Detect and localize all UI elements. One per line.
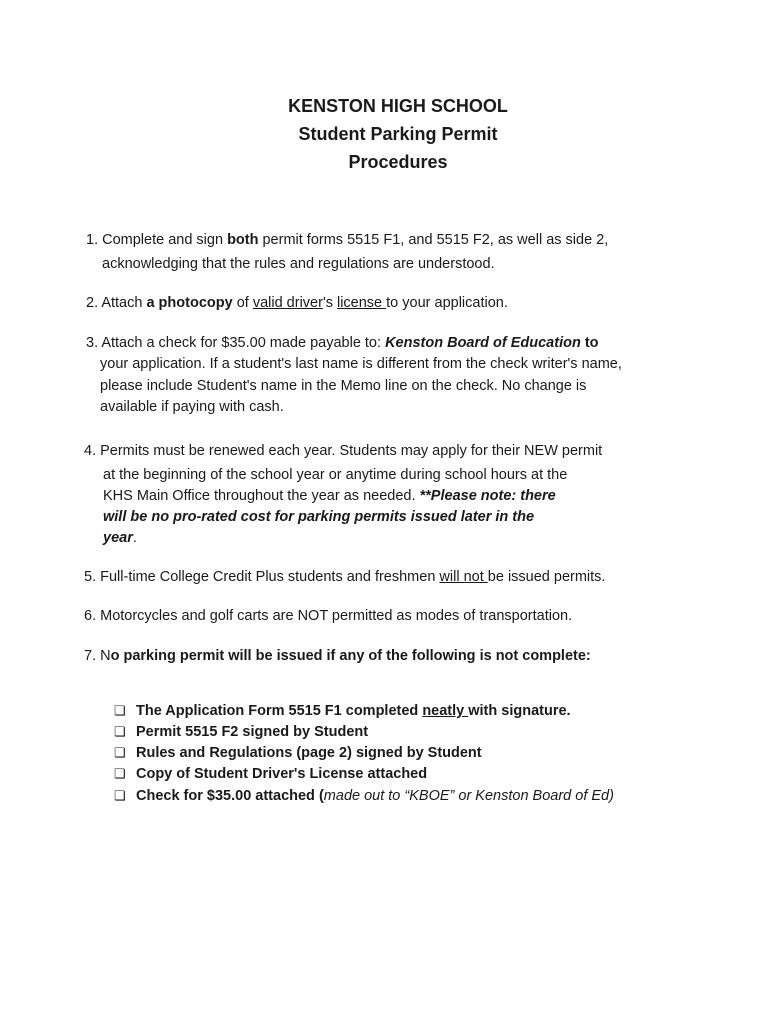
text: 5. Full-time College Credit Plus students and freshmen <box>84 569 440 585</box>
checklist-item-application-form <box>136 702 571 720</box>
step-4-line-5 <box>103 529 137 547</box>
document-title: Student Parking Permit <box>298 124 498 144</box>
step-4-line-1: 4. Permits must be renewed each year. Students may apply for their NEW permit <box>84 443 603 459</box>
step-3-line-1 <box>86 334 599 352</box>
document-subtitle: Procedures <box>348 152 448 172</box>
underlined-valid-driver: valid driver <box>252 295 323 311</box>
checkbox-icon: ❏ <box>114 724 126 739</box>
underlined-neatly: neatly <box>422 703 469 719</box>
text: 2. Attach <box>86 295 147 311</box>
text: to your application. <box>386 295 508 311</box>
step-4-line-2: at the beginning of the school year or anytime during school hours at the <box>103 467 568 483</box>
checklist-item-rules: Rules and Regulations (page 2) signed by Student <box>136 745 482 761</box>
text: 1. Complete and sign <box>86 232 228 248</box>
step-4-line-4: will be no pro-rated cost for parking permits issued later in the <box>103 509 535 525</box>
payee-name: Kenston Board of Education <box>385 335 581 351</box>
step-1-line-1 <box>86 231 608 249</box>
checkbox-icon: ❏ <box>114 766 126 781</box>
step-5-line-1 <box>84 568 605 586</box>
text: The Application Form 5515 F1 completed <box>136 703 423 719</box>
text: be issued permits. <box>487 569 606 585</box>
text: permit forms 5515 F1, and 5515 F2, as well as side 2, <box>258 232 609 248</box>
requirement-emphasis: o parking permit will be issued if any of the following is not complete: <box>110 648 591 664</box>
text: of <box>232 295 253 311</box>
step-2-line-1 <box>86 294 508 312</box>
step-3-line-3: please include Student's name in the Memo line on the check. No change is <box>100 378 587 394</box>
step-1-line-2: acknowledging that the rules and regulations are understood. <box>102 256 495 272</box>
emphasis-both: both <box>227 232 259 248</box>
checklist-item-check <box>136 787 614 805</box>
note-emphasis: **Please note: there <box>419 488 556 504</box>
checkbox-icon: ❏ <box>114 788 126 803</box>
school-name: KENSTON HIGH SCHOOL <box>288 96 508 116</box>
text: 's <box>322 295 337 311</box>
step-3-line-4: available if paying with cash. <box>100 399 284 415</box>
checklist-item-license-copy: Copy of Student Driver's License attached <box>136 766 428 782</box>
checkbox-icon: ❏ <box>114 703 126 718</box>
payee-note: made out to “KBOE” or Kenston Board of Ed) <box>323 788 614 804</box>
text: KHS Main Office throughout the year as needed. <box>103 488 420 504</box>
checklist-item-permit-f2: Permit 5515 F2 signed by Student <box>136 724 369 740</box>
checkbox-icon: ❏ <box>114 745 126 760</box>
text: 7. N <box>84 648 111 664</box>
step-4-line-3 <box>103 487 556 505</box>
emphasis-photocopy: a photocopy <box>146 295 233 311</box>
note-emphasis: year <box>103 530 133 546</box>
text: Check for $35.00 attached <box>136 788 319 804</box>
text: 3. Attach a check for $35.00 made payable to: <box>86 335 386 351</box>
text: with signature. <box>468 703 571 719</box>
text: . <box>132 530 137 546</box>
text: ( <box>318 788 324 804</box>
step-3-line-2: your application. If a student's last name is different from the check writer's name, <box>100 356 622 372</box>
text: to <box>580 335 599 351</box>
underlined-license: license <box>336 295 387 311</box>
step-7-line-1 <box>84 647 591 665</box>
underlined-will-not: will not <box>439 569 488 585</box>
step-6-line-1: 6. Motorcycles and golf carts are NOT permitted as modes of transportation. <box>84 608 573 624</box>
